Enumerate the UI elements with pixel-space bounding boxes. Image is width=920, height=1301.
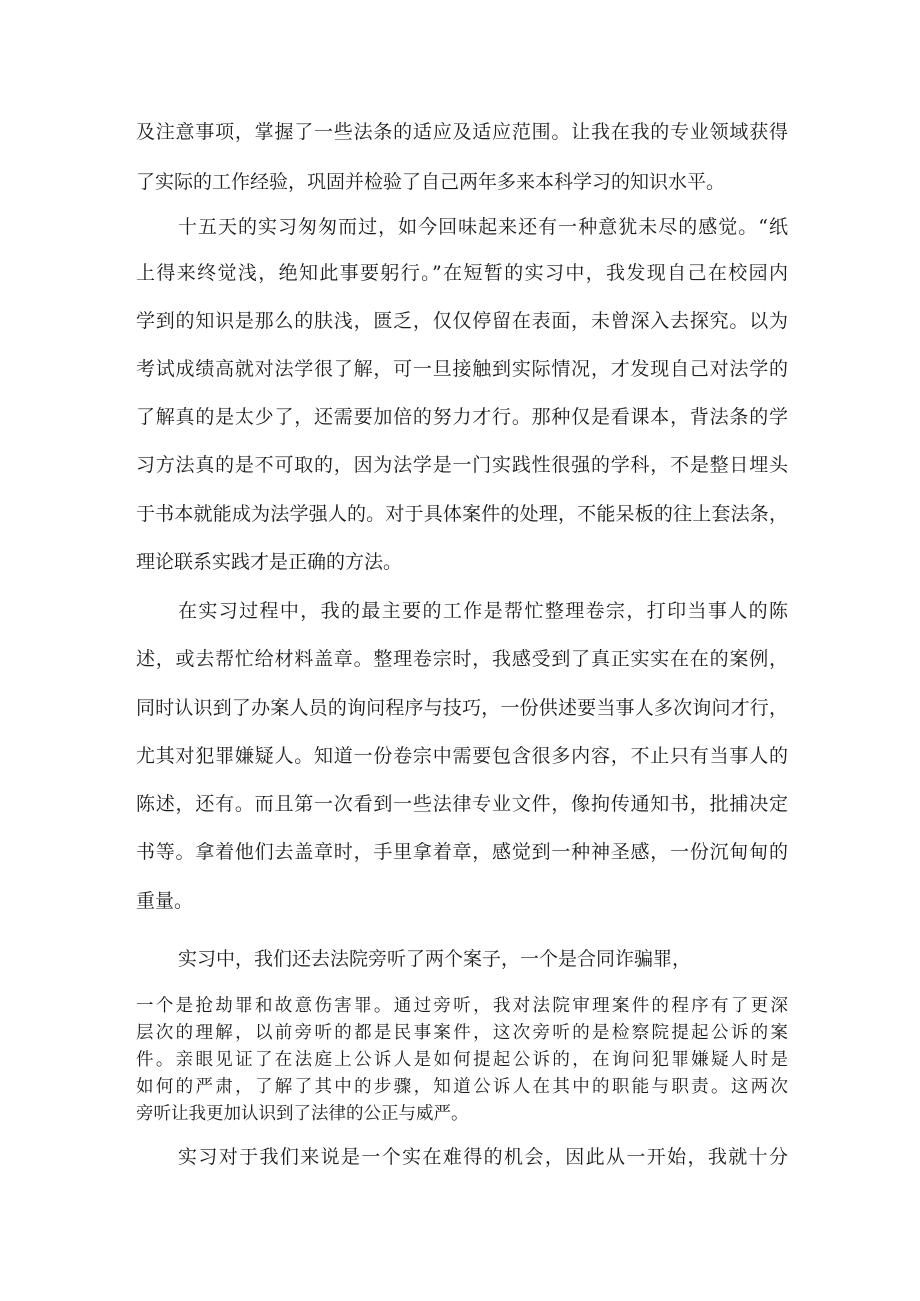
paragraph-line: 书等。拿着他们去盖章时，手里拿着章，感觉到一种神圣感，一份沉甸甸的 — [136, 841, 788, 863]
paragraph-line: 旁听让我更加认识到了法律的公正与威严。 — [136, 1104, 469, 1124]
paragraph-line: 述，或去帮忙给材料盖章。整理卷宗时，我感受到了真正实实在在的案例， — [136, 648, 788, 670]
paragraph-line: 习方法真的是不可取的，因为法学是一门实践性很强的学科，不是整日埋头 — [136, 454, 788, 476]
paragraph-line: 实习中，我们还去法院旁听了两个案子，一个是合同诈骗罪， — [178, 948, 692, 970]
paragraph-line: 尤其对犯罪嫌疑人。知道一份卷宗中需要包含很多内容，不止只有当事人的 — [136, 745, 788, 767]
paragraph-line: 一个是抢劫罪和故意伤害罪。通过旁听，我对法院审理案件的程序有了更深 — [136, 996, 788, 1016]
paragraph-line: 于书本就能成为法学强人的。对于具体案件的处理，不能呆板的往上套法条， — [136, 503, 788, 525]
paragraph-line: 层次的理解，以前旁听的都是民事案件，这次旁听的是检察院提起公诉的案 — [136, 1023, 788, 1043]
paragraph-line: 如何的严肃，了解了其中的步骤，知道公诉人在其中的职能与职责。这两次 — [136, 1077, 788, 1097]
paragraph-line: 实习对于我们来说是一个实在难得的机会，因此从一开始，我就十分 — [178, 1146, 788, 1168]
paragraph-line: 件。亲眼见证了在法庭上公诉人是如何提起公诉的，在询问犯罪嫌疑人时是 — [136, 1050, 788, 1070]
paragraph-line: 在实习过程中，我的最主要的工作是帮忙整理卷宗，打印当事人的陈 — [178, 600, 788, 622]
paragraph-line: 同时认识到了办案人员的询问程序与技巧，一份供述要当事人多次询问才行， — [136, 697, 788, 719]
paragraph-line: 考试成绩高就对法学很了解，可一旦接触到实际情况，才发现自己对法学的 — [136, 358, 788, 380]
paragraph-line: 十五天的实习匆匆而过，如今回味起来还有一种意犹未尽的感觉。“纸 — [178, 216, 788, 238]
paragraph-line: 理论联系实践才是正确的方法。 — [136, 551, 403, 573]
paragraph-line: 学到的知识是那么的肤浅，匮乏，仅仅停留在表面，未曾深入去探究。以为 — [136, 310, 788, 332]
paragraph-line: 了实际的工作经验，巩固并检验了自己两年多来本科学习的知识水平。 — [136, 171, 726, 193]
paragraph-line: 上得来终觉浅，绝知此事要躬行。”在短暂的实习中，我发现自己在校园内 — [136, 262, 788, 284]
paragraph-line: 重量。 — [136, 890, 194, 912]
paragraph-line: 了解真的是太少了，还需要加倍的努力才行。那种仅是看课本，背法条的学 — [136, 406, 788, 428]
paragraph-line: 陈述，还有。而且第一次看到一些法律专业文件，像拘传通知书，批捕决定 — [136, 793, 788, 815]
paragraph-line: 及注意事项，掌握了一些法条的适应及适应范围。让我在我的专业领域获得 — [136, 121, 788, 143]
